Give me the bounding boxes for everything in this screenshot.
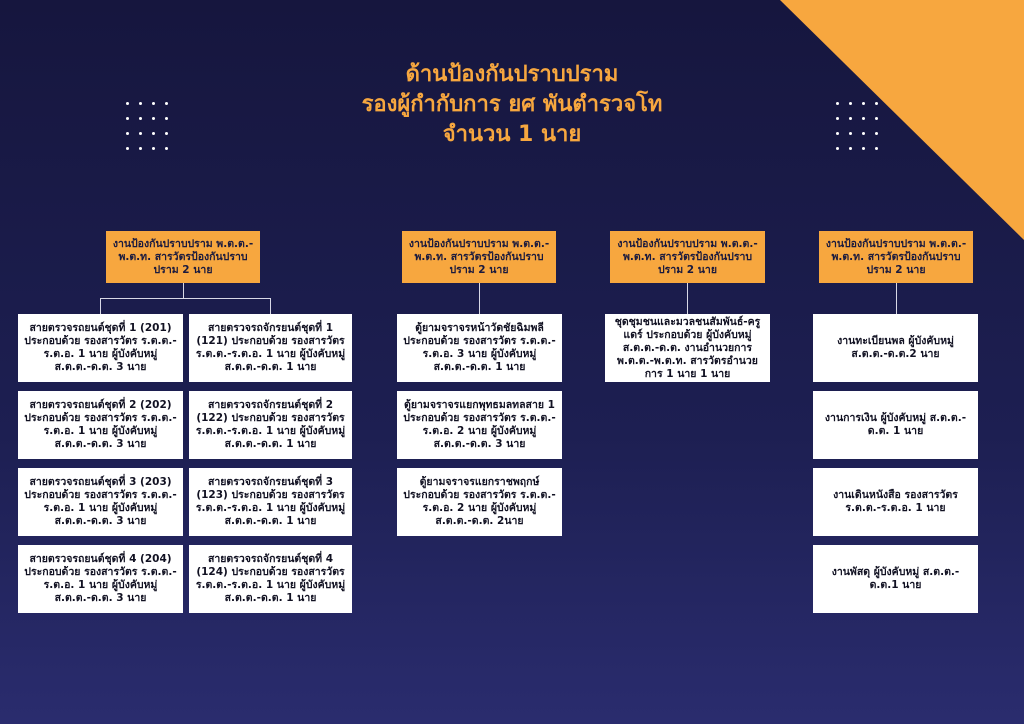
dot bbox=[152, 117, 155, 120]
column-1-header: งานป้องกันปราบปราม พ.ต.ต.-พ.ต.ท. สารวัตรป้องกันปราบปราม 2 นาย bbox=[106, 231, 260, 283]
dot bbox=[165, 132, 168, 135]
dot bbox=[849, 147, 852, 150]
personnel-registry-unit: งานทะเบียนพล ผู้บังคับหมู่ ส.ต.ต.-ด.ต.2 นาย bbox=[813, 314, 978, 382]
patrol-car-unit-2: สายตรวจรถยนต์ชุดที่ 2 (202) ประกอบด้วย รองสารวัตร ร.ต.ต.-ร.ต.อ. 1 นาย ผู้บังคับหมู่ ส.ต.ต.-ด.ต. 3 นาย bbox=[18, 391, 183, 459]
dot bbox=[836, 117, 839, 120]
document-delivery-unit: งานเดินหนังสือ รองสารวัตร ร.ต.ต.-ร.ต.อ. 1 นาย bbox=[813, 468, 978, 536]
dot bbox=[875, 147, 878, 150]
dot bbox=[152, 147, 155, 150]
patrol-car-unit-3: สายตรวจรถยนต์ชุดที่ 3 (203) ประกอบด้วย รองสารวัตร ร.ต.ต.-ร.ต.อ. 1 นาย ผู้บังคับหมู่ ส.ต.ต.-ด.ต. 3 นาย bbox=[18, 468, 183, 536]
connector bbox=[479, 283, 480, 314]
traffic-booth-2: ตู้ยามจราจรแยกพุทธมลทลสาย 1 ประกอบด้วย รองสารวัตร ร.ต.ต.-ร.ต.อ. 2 นาย ผู้บังคับหมู่ ส.ต.ต.-ด.ต. 3 นาย bbox=[397, 391, 562, 459]
connector bbox=[183, 283, 184, 298]
dot bbox=[165, 147, 168, 150]
supplies-unit: งานพัสดุ ผู้บังคับหมู่ ส.ต.ต.-ด.ต.1 นาย bbox=[813, 545, 978, 613]
dot bbox=[862, 117, 865, 120]
dot bbox=[849, 132, 852, 135]
title-line-1: ด้านป้องกันปราบปราม bbox=[405, 62, 619, 87]
patrol-motorcycle-unit-3: สายตรวจรถจักรยนต์ชุดที่ 3 (123) ประกอบด้วย รองสารวัตร ร.ต.ต.-ร.ต.อ. 1 นาย ผู้บังคับหมู่ ส.ต.ต.-ด.ต. 1 นาย bbox=[189, 468, 352, 536]
patrol-car-unit-1: สายตรวจรถยนต์ชุดที่ 1 (201) ประกอบด้วย รองสารวัตร ร.ต.ต.-ร.ต.อ. 1 นาย ผู้บังคับหมู่ ส.ต.ต.-ด.ต. 3 นาย bbox=[18, 314, 183, 382]
dot bbox=[849, 102, 852, 105]
patrol-motorcycle-unit-2: สายตรวจรถจักรยนต์ชุดที่ 2 (122) ประกอบด้วย รองสารวัตร ร.ต.ต.-ร.ต.อ. 1 นาย ผู้บังคับหมู่ ส.ต.ต.-ด.ต. 1 นาย bbox=[189, 391, 352, 459]
dot bbox=[139, 117, 142, 120]
dot bbox=[152, 132, 155, 135]
dot bbox=[126, 117, 129, 120]
traffic-booth-3: ตู้ยามจราจรแยกราชพฤกษ์ ประกอบด้วย รองสารวัตร ร.ต.ต.-ร.ต.อ. 2 นาย ผู้บังคับหมู่ ส.ต.ต.-ด.ต. 2นาย bbox=[397, 468, 562, 536]
patrol-motorcycle-unit-1: สายตรวจรถจักรยนต์ชุดที่ 1 (121) ประกอบด้วย รองสารวัตร ร.ต.ต.-ร.ต.อ. 1 นาย ผู้บังคับหมู่ ส.ต.ต.-ด.ต. 1 นาย bbox=[189, 314, 352, 382]
dot bbox=[139, 147, 142, 150]
dot bbox=[126, 132, 129, 135]
dot bbox=[165, 102, 168, 105]
patrol-car-unit-4: สายตรวจรถยนต์ชุดที่ 4 (204) ประกอบด้วย รองสารวัตร ร.ต.ต.-ร.ต.อ. 1 นาย ผู้บังคับหมู่ ส.ต.ต.-ด.ต. 3 นาย bbox=[18, 545, 183, 613]
dot bbox=[836, 147, 839, 150]
connector bbox=[687, 283, 688, 314]
dot bbox=[139, 102, 142, 105]
connector bbox=[270, 298, 271, 314]
column-4-header: งานป้องกันปราบปราม พ.ต.ต.-พ.ต.ท. สารวัตรป้องกันปราบปราม 2 นาย bbox=[819, 231, 973, 283]
column-2-header: งานป้องกันปราบปราม พ.ต.ต.-พ.ต.ท. สารวัตรป้องกันปราบปราม 2 นาย bbox=[402, 231, 556, 283]
title-line-2: รองผู้กำกับการ ยศ พันตำรวจโท bbox=[361, 92, 663, 117]
finance-unit: งานการเงิน ผู้บังคับหมู่ ส.ต.ต.-ด.ต. 1 นาย bbox=[813, 391, 978, 459]
dot bbox=[862, 147, 865, 150]
dot bbox=[862, 102, 865, 105]
connector bbox=[100, 298, 101, 314]
title-line-3: จำนวน 1 นาย bbox=[442, 122, 582, 147]
dot bbox=[875, 117, 878, 120]
dot bbox=[875, 102, 878, 105]
dot bbox=[126, 147, 129, 150]
community-relations-unit: ชุดชุมชนและมวลชนสัมพันธ์-ครูแดร์ ประกอบด้วย ผู้บังคับหมู่ ส.ต.ต.-ด.ต. งานอำนวยการ พ.ต.ต.-พ.ต.ท. สารวัตรอำนวยการ 1 นาย 1 นาย bbox=[605, 314, 770, 382]
dot bbox=[139, 132, 142, 135]
dot bbox=[152, 102, 155, 105]
column-3-header: งานป้องกันปราบปราม พ.ต.ต.-พ.ต.ท. สารวัตรป้องกันปราบปราม 2 นาย bbox=[610, 231, 765, 283]
dot bbox=[836, 102, 839, 105]
dot bbox=[862, 132, 865, 135]
dot-grid-right bbox=[836, 102, 880, 154]
connector bbox=[896, 283, 897, 314]
dot bbox=[875, 132, 878, 135]
dot-grid-left bbox=[126, 102, 170, 154]
patrol-motorcycle-unit-4: สายตรวจรถจักรยนต์ชุดที่ 4 (124) ประกอบด้วย รองสารวัตร ร.ต.ต.-ร.ต.อ. 1 นาย ผู้บังคับหมู่ ส.ต.ต.-ด.ต. 1 นาย bbox=[189, 545, 352, 613]
connector bbox=[100, 298, 271, 299]
dot bbox=[836, 132, 839, 135]
dot bbox=[126, 102, 129, 105]
traffic-booth-1: ตู้ยามจราจรหน้าวัดชัยฉิมพลี ประกอบด้วย รองสารวัตร ร.ต.ต.-ร.ต.อ. 3 นาย ผู้บังคับหมู่ ส.ต.ต.-ด.ต. 1 นาย bbox=[397, 314, 562, 382]
dot bbox=[165, 117, 168, 120]
dot bbox=[849, 117, 852, 120]
